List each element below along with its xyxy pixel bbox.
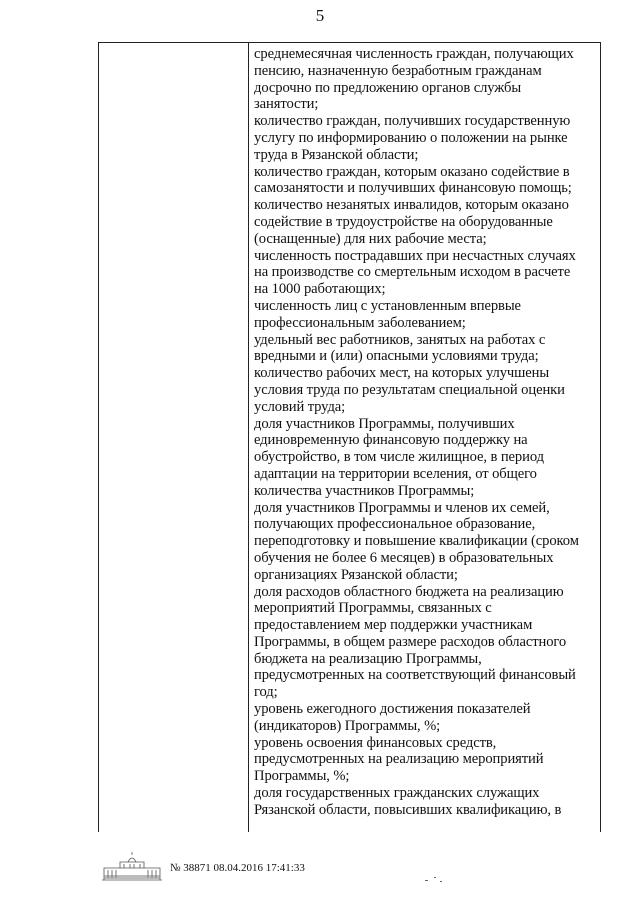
indicator-text-line: получающих профессиональное образование, [254, 516, 536, 533]
indicator-text-line: услугу по информированию о положении на рынке [254, 129, 568, 146]
indicator-text-line: содействие в трудоустройстве на оборудованные [254, 213, 553, 230]
indicator-text-line: занятости; [254, 96, 319, 113]
indicator-text-line: количество граждан, которым оказано содействие в [254, 163, 570, 180]
registration-footer [100, 850, 400, 884]
indicator-text-line: уровень ежегодного достижения показателей [254, 701, 531, 718]
indicator-text-line: профессиональным заболеванием; [254, 314, 466, 331]
indicator-text-line: пенсию, назначенную безработным гражданам [254, 62, 542, 79]
indicator-text-line: адаптации на территории вселения, от общего [254, 465, 537, 482]
indicator-text-line: досрочно по предложению органов службы [254, 79, 522, 96]
indicators-cell-text [254, 46, 599, 819]
indicator-text-line: численность пострадавших при несчастных случаях [254, 247, 576, 264]
indicator-text-line: год; [254, 684, 278, 701]
indicator-text-line: на 1000 работающих; [254, 281, 386, 298]
indicator-text-line: предусмотренных на соответствующий финансовый [254, 667, 576, 684]
indicator-text-line: Программы, в общем размере расходов областного [254, 633, 567, 650]
indicator-text-line: единовременную финансовую поддержку на [254, 432, 528, 449]
indicator-text-line: доля участников Программы, получивших [254, 415, 515, 432]
indicators-table [98, 42, 601, 832]
indicator-text-line: условий труда; [254, 398, 346, 415]
indicator-text-line: обучения не более 6 месяцев) в образовательных [254, 549, 554, 566]
indicator-text-line: (индикаторов) Программы, %; [254, 717, 441, 734]
indicator-text-line: бюджета на реализацию Программы, [254, 650, 482, 667]
indicator-text-line: труда в Рязанской области; [254, 146, 419, 163]
indicator-text-line: на производстве со смертельным исходом в расчете [254, 264, 571, 281]
indicator-text-line: предусмотренных на реализацию мероприятий [254, 751, 544, 768]
indicator-text-line: вредными и (или) опасными условиями труда; [254, 348, 539, 365]
indicator-text-line: количества участников Программы; [254, 482, 475, 499]
indicator-text-line: удельный вес работников, занятых на работах с [254, 331, 546, 348]
indicator-text-line: среднемесячная численность граждан, получающих [254, 46, 574, 62]
page-number: 5 [315, 6, 325, 25]
scan-speck [425, 880, 428, 881]
indicator-text-line: доля расходов областного бюджета на реализацию [254, 583, 564, 600]
column-divider [248, 43, 249, 832]
scan-speck [434, 877, 436, 878]
indicator-text-line: Программы, %; [254, 768, 350, 785]
scan-speck [440, 881, 442, 882]
indicator-text-line: количество незанятых инвалидов, которым оказано [254, 197, 569, 214]
indicator-text-line: доля участников Программы и членов их семей, [254, 499, 550, 516]
registration-stamp-text: № 38871 08.04.2016 17:41:33 [170, 862, 305, 874]
indicator-text-line: предоставлением мер поддержки участникам [254, 617, 533, 634]
indicator-text-line: организациях Рязанской области; [254, 566, 458, 583]
indicator-text-line: Рязанской области, повысивших квалификацию, в [254, 801, 562, 818]
indicator-text-line: (оснащенные) для них рабочие места; [254, 230, 487, 247]
indicator-text-line: мероприятий Программы, связанных с [254, 600, 492, 617]
indicator-text-line: переподготовку и повышение квалификации (сроком [254, 533, 579, 550]
government-building-logo-icon [100, 850, 164, 882]
indicator-text-line: обустройство, в том числе жилищное, в период [254, 449, 544, 466]
indicator-text-line: условия труда по результатам специальной оценки [254, 381, 565, 398]
indicator-text-line: уровень освоения финансовых средств, [254, 734, 497, 751]
indicator-text-line: доля государственных гражданских служащих [254, 785, 540, 802]
indicator-text-line: численность лиц с установленным впервые [254, 297, 521, 314]
indicator-text-line: самозанятости и получивших финансовую помощь; [254, 180, 572, 197]
indicator-text-line: количество рабочих мест, на которых улучшены [254, 365, 550, 382]
indicator-text-line: количество граждан, получивших государственную [254, 113, 571, 130]
